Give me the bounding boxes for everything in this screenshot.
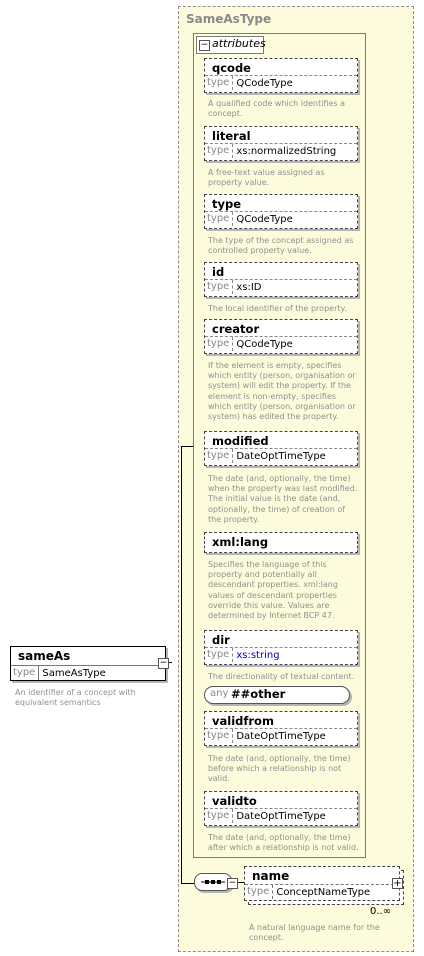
attribute-name: modified (212, 434, 269, 448)
attribute-description: The local identifier of the property. (208, 304, 347, 313)
sequence-icon (195, 874, 231, 890)
attribute-name: validto (212, 794, 257, 808)
connector-line (181, 446, 193, 447)
attribute-type[interactable]: xs:string (236, 649, 280, 661)
type-key: type (205, 337, 233, 351)
collapse-icon[interactable]: − (159, 658, 168, 668)
attribute-name: id (212, 265, 225, 279)
attribute-type-attr[interactable] (204, 194, 358, 229)
complex-type-title: SameAsType (186, 12, 272, 26)
attribute-description: The directionality of textual content. (208, 672, 355, 681)
type-key: type (11, 666, 39, 680)
collapse-icon[interactable]: − (200, 40, 209, 50)
attribute-name: dir (212, 633, 230, 647)
attribute-id[interactable] (204, 262, 358, 297)
attribute-name: validfrom (212, 714, 274, 728)
type-key: type (245, 885, 273, 899)
attribute-name: creator (212, 322, 260, 336)
collapse-icon[interactable]: − (228, 878, 237, 888)
expand-icon[interactable]: + (393, 878, 402, 889)
element-name: name (252, 869, 290, 883)
attribute-literal[interactable] (204, 126, 358, 161)
attribute-type: QCodeType (236, 77, 293, 89)
attribute-description: Specifies the language of this property and potentially all descendant properties. xml:lang values of descendant properties override this value. Values are determined by Internet BCP 47. (208, 560, 338, 621)
attribute-validto[interactable] (204, 791, 358, 826)
any-label: ##other (231, 687, 286, 701)
element-type: SameAsType (42, 667, 106, 679)
element-name-child[interactable] (244, 866, 400, 901)
attribute-xml-lang[interactable] (204, 532, 358, 553)
any-key: any (210, 688, 229, 699)
attribute-description: The date (and, optionally, the time) before which a relationship is not valid. (208, 754, 351, 784)
attribute-description: If the element is empty, specifies which entity (person, organisation or system) will edit the property. If the element is non-empty, specifies which entity (person, organisation or system) has edited the property. (208, 361, 356, 422)
element-description: An identifier of a concept with equivalent semantics (15, 688, 136, 708)
type-key: type (205, 76, 233, 90)
attribute-description: A free-text value assigned as property value. (208, 168, 325, 188)
attributes-label: attributes (212, 37, 266, 50)
type-key: type (205, 729, 233, 743)
attribute-description: The date (and, optionally, the time) when the property was last modified. The initial value is the date (and, optionally, the time) of creation of the property. (208, 474, 358, 524)
element-name: sameAs (18, 649, 71, 663)
type-key: type (205, 212, 233, 226)
occurrence-label: 0..∞ (370, 906, 392, 917)
attribute-type: QCodeType (236, 338, 293, 350)
attribute-name: type (212, 197, 242, 211)
type-key: type (205, 144, 233, 158)
attribute-type: DateOptTimeType (236, 810, 326, 822)
connector-line (237, 882, 244, 883)
connector-line (181, 446, 182, 884)
attribute-type: xs:normalizedString (236, 145, 337, 157)
attribute-type: DateOptTimeType (236, 450, 326, 462)
type-key: type (205, 449, 233, 463)
type-key: type (205, 648, 233, 662)
attribute-description: The date (and, optionally, the time) after which a relationship is not valid. (208, 833, 359, 853)
attribute-creator[interactable] (204, 319, 358, 354)
type-key: type (205, 280, 233, 294)
attribute-dir[interactable] (204, 630, 358, 665)
element-type: ConceptNameType (276, 886, 371, 898)
attribute-modified[interactable] (204, 431, 358, 466)
any-attribute[interactable] (204, 686, 350, 704)
attribute-type: DateOptTimeType (236, 730, 326, 742)
attribute-name: xml:lang (212, 535, 269, 549)
type-key: type (205, 809, 233, 823)
attribute-type: QCodeType (236, 213, 293, 225)
connector-line (181, 883, 194, 884)
attribute-name: literal (212, 129, 251, 143)
attribute-description: A qualified code which identifies a concept. (208, 99, 346, 119)
element-description: A natural language name for the concept. (249, 923, 380, 943)
attribute-type: xs:ID (236, 281, 262, 293)
attribute-name: qcode (212, 61, 251, 75)
attribute-qcode[interactable] (204, 58, 358, 93)
element-sameas[interactable] (10, 646, 166, 681)
attribute-validfrom[interactable] (204, 711, 358, 746)
attribute-description: The type of the concept assigned as controlled property value. (208, 236, 354, 256)
